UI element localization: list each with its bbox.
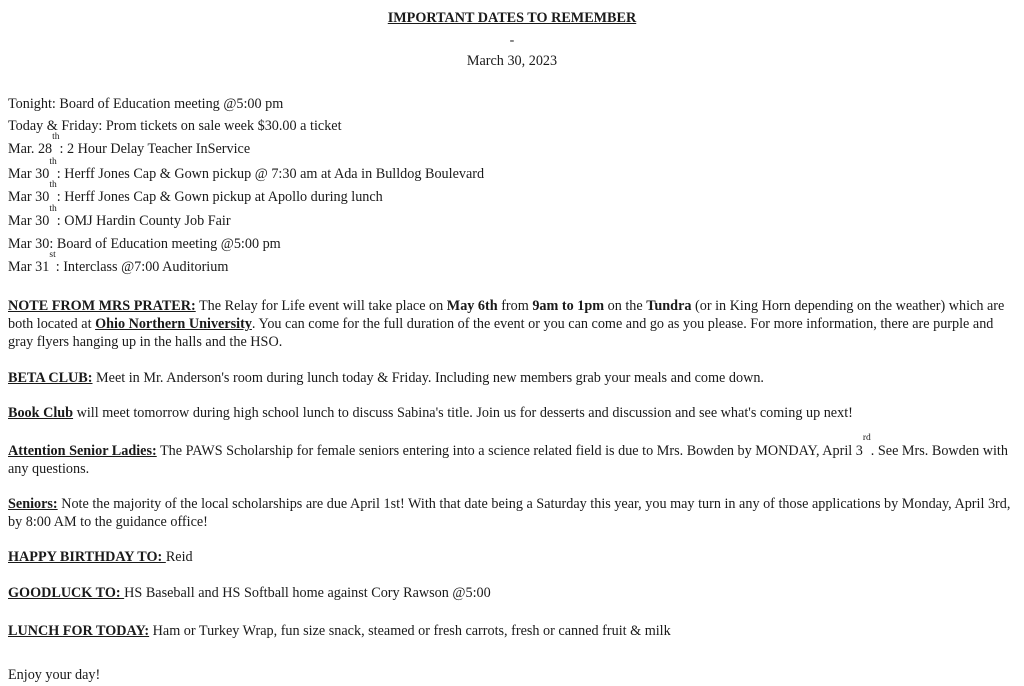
- section-label: Book Club: [8, 405, 74, 421]
- date-item: Mar 30th: Herff Jones Cap & Gown pickup @ 7:30 am at Ada in Bulldog Boulevard: [8, 157, 485, 182]
- date-item: Mar 30: Board of Education meeting @5:00 pm: [8, 236, 281, 252]
- lunch-note: LUNCH FOR TODAY: Ham or Turkey Wrap, fun size snack, steamed or fresh carrots, fresh or canned fruit & milk: [8, 623, 671, 639]
- beta-club-note: BETA CLUB: Meet in Mr. Anderson's room during lunch today & Friday. Including new members grab your meals and come down.: [8, 370, 764, 386]
- section-label: LUNCH FOR TODAY:: [8, 623, 150, 639]
- date-item: Mar 30th: OMJ Hardin County Job Fair: [8, 204, 231, 229]
- goodluck-note: GOODLUCK TO: HS Baseball and HS Softball home against Cory Rawson @5:00: [8, 585, 491, 601]
- announcement-date: March 30, 2023: [466, 53, 558, 69]
- senior-ladies-note: Attention Senior Ladies: The PAWS Scholarship for female seniors entering into a science related field is due to Mrs. Bowden by MONDAY, April 3rd. See Mrs. Bowden with any questions.: [8, 433, 1008, 477]
- seniors-note: Seniors: Note the majority of the local scholarships are due April 1st! With that date being a Saturday this year, you may turn in any of those applications by Monday, April 3rd, by 8:00 AM to the guidance office!: [8, 496, 1011, 530]
- date-item: Tonight: Board of Education meeting @5:00 pm: [8, 96, 284, 112]
- title-dash: -: [509, 33, 515, 48]
- book-club-note: Book Club will meet tomorrow during high school lunch to discuss Sabina's title. Join us for desserts and discussion and see what's coming up next!: [8, 405, 853, 421]
- closing-line: Enjoy your day!: [8, 667, 101, 683]
- prater-note: NOTE FROM MRS PRATER: The Relay for Life event will take place on May 6th from 9am to 1pm on the Tundra (or in King Horn depending on the weather) which are both located at Ohio Northern University. You can come for the full duration of the event or you can come and go as you please. For more information, there are purple and gray flyers hanging up in the halls and the HSO.: [8, 298, 1005, 350]
- section-label: Seniors:: [8, 496, 58, 512]
- date-item: Mar 31st: Interclass @7:00 Auditorium: [8, 250, 229, 275]
- section-label: Attention Senior Ladies:: [8, 443, 157, 459]
- date-item: Mar 30th: Herff Jones Cap & Gown pickup at Apollo during lunch: [8, 180, 383, 205]
- section-label: NOTE FROM MRS PRATER:: [8, 298, 196, 314]
- date-item: Today & Friday: Prom tickets on sale week $30.00 a ticket: [8, 118, 342, 134]
- section-label: GOODLUCK TO:: [8, 585, 125, 601]
- date-item: Mar. 28th: 2 Hour Delay Teacher InService: [8, 132, 251, 157]
- page-title: IMPORTANT DATES TO REMEMBER: [387, 10, 637, 26]
- section-label: HAPPY BIRTHDAY TO:: [8, 549, 166, 565]
- section-label: BETA CLUB:: [8, 370, 93, 386]
- birthday-note: HAPPY BIRTHDAY TO: Reid: [8, 549, 193, 565]
